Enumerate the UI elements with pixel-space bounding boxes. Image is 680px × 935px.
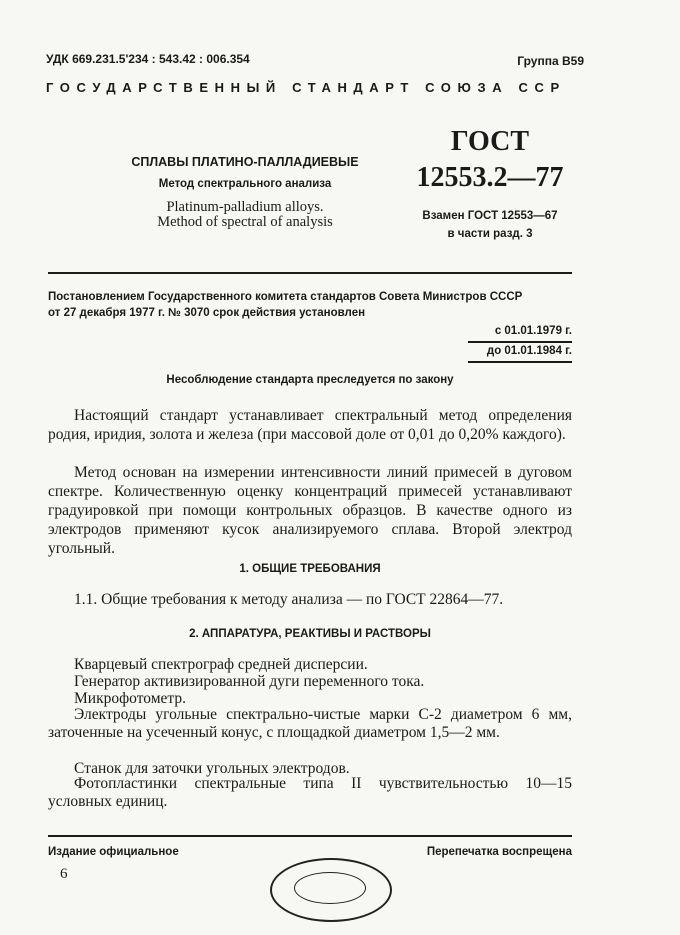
intro-paragraph: Настоящий стандарт устанавливает спектральный метод определения родия, иридия, золота и железа (при массовой доле от 0,01 до 0,20% каждого). [48,407,572,443]
stamp-inner-ring [294,872,366,904]
section-heading: 2. АППАРАТУРА, РЕАКТИВЫ И РАСТВОРЫ [189,628,431,640]
title-english-line2: Method of spectral of analysis [157,214,333,230]
requirement-item: 1.1. Общие требования к методу анализа — по ГОСТ 22864—77. [74,591,504,608]
title-divider [48,272,572,274]
decree-line1: Постановлением Государственного комитета стандартов Совета Министров СССР [48,291,523,303]
title-english-line1: Platinum-palladium alloys. [166,199,324,215]
compliance-notice: Несоблюдение стандарта преследуется по закону [166,374,454,386]
date-divider [468,341,572,343]
reprint-notice: Перепечатка воспрещена [426,846,572,858]
footer-divider [48,835,572,837]
replaces-standard: Взамен ГОСТ 12553—67 [422,210,558,222]
gost-number: 12553.2—77 [416,162,564,193]
standard-subtitle: Метод спектрального анализа [158,178,332,190]
page-number: 6 [60,866,68,882]
section-heading: 1. ОБЩИЕ ТРЕБОВАНИЯ [239,563,381,575]
effective-from-date: с 01.01.1979 г. [494,325,572,337]
group-code: Группа В59 [517,54,584,68]
method-paragraph: Метод основан на измерении интенсивности линий примесей в дуговом спектре. Количественную оценку концентраций примесей устанавливают градуировкой при помощи контрольных образцов. В качестве одного из электродов применяют кусок анализируемого сплава. Второй электрод угольный. [48,464,572,557]
equipment-item: Генератор активизированной дуги переменного тока. [74,673,425,690]
equipment-item: Кварцевый спектрограф средней дисперсии. [74,656,368,673]
official-edition: Издание официальное [48,846,179,858]
library-stamp [270,858,392,922]
standard-title: СПЛАВЫ ПЛАТИНО-ПАЛЛАДИЕВЫЕ [131,155,359,169]
date-divider [468,361,572,363]
effective-to-date: до 01.01.1984 г. [486,345,572,357]
state-standard-banner: ГОСУДАРСТВЕННЫЙ СТАНДАРТ СОЮЗА ССР [46,80,566,95]
equipment-item: Станок для заточки угольных электродов. [74,760,350,777]
equipment-item: Микрофотометр. [74,690,186,707]
decree-line2: от 27 декабря 1977 г. № 3070 срок действия установлен [48,307,366,319]
replaces-section: в части разд. 3 [447,228,533,240]
udk-code: УДК 669.231.5'234 : 543.42 : 006.354 [46,52,250,66]
equipment-item: Фотопластинки спектральные типа II чувствительностью 10—15 условных единиц. [48,775,572,810]
equipment-item: Электроды угольные спектрально-чистые марки С-2 диаметром 6 мм, заточенные на усеченный конус, с площадкой диаметром 1,5—2 мм. [48,706,572,741]
gost-label: ГОСТ [450,126,530,157]
